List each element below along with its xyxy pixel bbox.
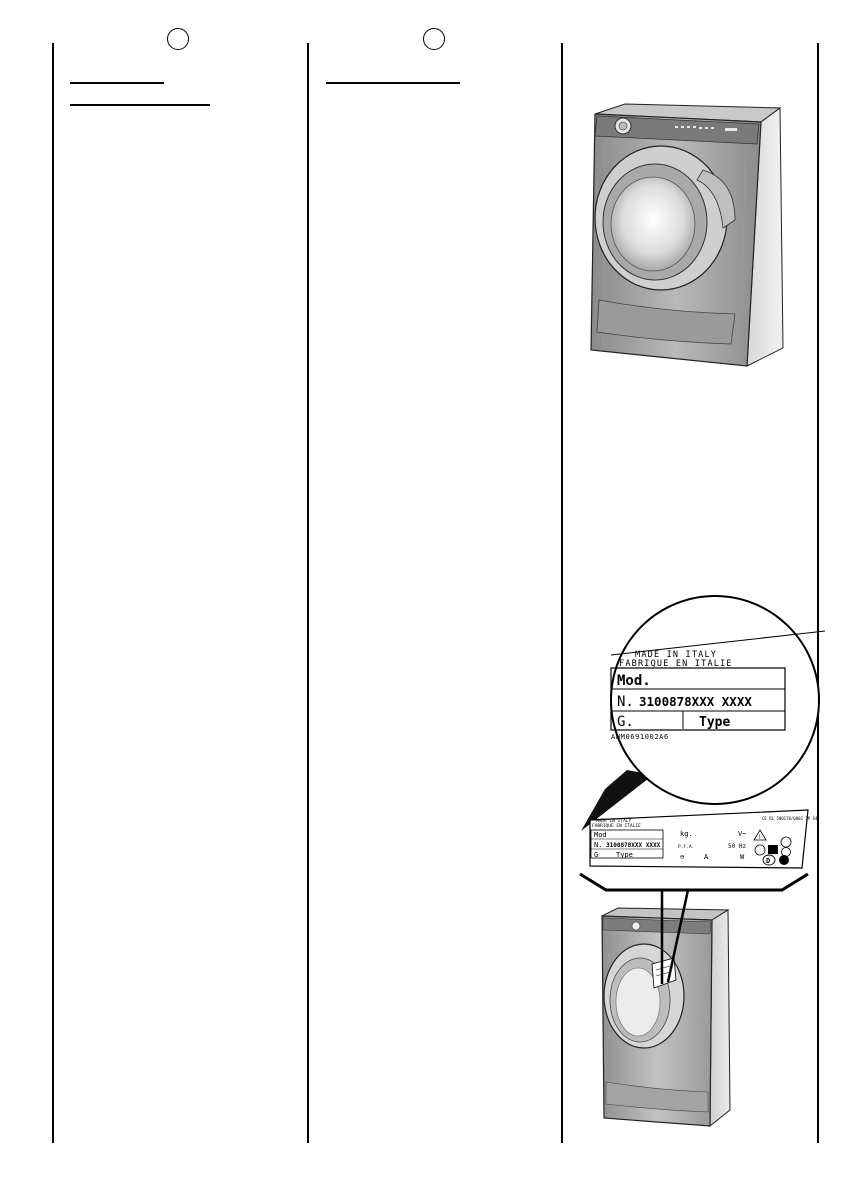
- washing-machine-illustration: [585, 100, 785, 375]
- plate-zoom-made-in-italy: MADE IN ITALY: [635, 650, 718, 660]
- column-divider-left: [52, 43, 54, 1143]
- waste-bin-icon: [768, 845, 778, 854]
- svg-text:!: !: [758, 834, 762, 841]
- plate-zoom-mod: Mod.: [617, 673, 651, 689]
- plate-zoom-code: ANM0691002A6: [611, 733, 669, 741]
- column-divider-center-left: [307, 43, 309, 1143]
- column-divider-center-right: [561, 43, 563, 1143]
- plate-zoom-fabrique: FABRIQUE EN ITALIE: [619, 659, 733, 669]
- heading-underline-1: [70, 82, 164, 84]
- heading-underline-2: [70, 104, 210, 106]
- plate-zoom-n-label: N.: [617, 694, 634, 710]
- plate-zoom-type: Type: [699, 715, 731, 730]
- heading-underline-3: [326, 82, 460, 84]
- plate-zoom-serial: 3100878XXX XXXX: [639, 694, 752, 709]
- plate-small-pfa: P.F.A.: [678, 845, 695, 850]
- language-marker-circle-right: [423, 28, 445, 50]
- rating-plate-full: [588, 808, 818, 873]
- plate-small-mod: Mod: [594, 831, 607, 839]
- plate-small-hz: 50 Hz: [728, 843, 747, 850]
- plate-small-made-in-italy: MADE IN ITALY: [596, 819, 632, 824]
- language-marker-circle-left: [167, 28, 189, 50]
- plate-small-volt: V~: [738, 830, 747, 838]
- svg-text:D: D: [766, 857, 771, 865]
- plate-small-fabrique: FABRIQUE EN ITALIE: [592, 824, 641, 829]
- column-divider-right: [817, 43, 819, 1143]
- plate-small-g-label: G: [594, 851, 599, 859]
- plate-small-corner-text: CE RL 500170/0002 IP X4: [762, 816, 818, 821]
- plate-small-kg: kg.: [680, 830, 693, 838]
- plate-small-amp: A: [704, 853, 709, 861]
- washing-machine-door-plate-location: [578, 872, 810, 1134]
- plate-small-serial: 3100878XXX XXXX: [606, 842, 661, 849]
- plate-small-type: Type: [616, 851, 633, 859]
- plate-small-watt: W: [740, 853, 745, 861]
- plate-small-fuse-icon: ⊖: [680, 853, 685, 861]
- plate-zoom-g-label: G.: [617, 714, 634, 730]
- quality-mark-icon: [779, 855, 789, 865]
- plate-small-n-label: N.: [594, 841, 603, 849]
